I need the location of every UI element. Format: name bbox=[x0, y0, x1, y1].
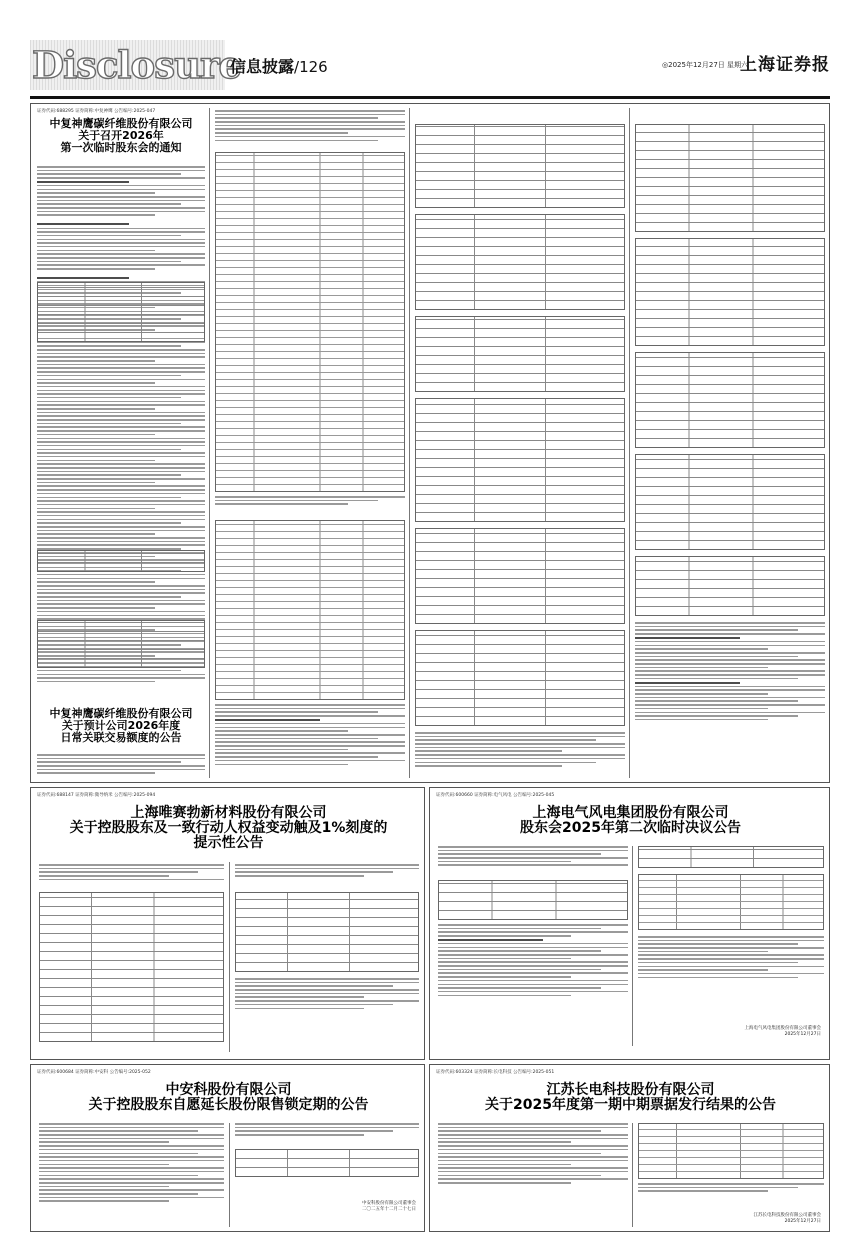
proxy-table bbox=[37, 620, 205, 668]
stock-code-line: 证券代码:688295 证券简称:中复神鹰 公告编号:2025-047 bbox=[37, 109, 156, 114]
lockup-table bbox=[235, 1149, 419, 1177]
stock-code-line: 证券代码:600660 证券简称:电气风电 公告编号:2025-045 bbox=[436, 793, 555, 798]
agenda-table bbox=[37, 282, 205, 342]
registration-table bbox=[37, 550, 205, 572]
shareholding-table bbox=[235, 892, 419, 972]
related-party-profile-table-8 bbox=[635, 238, 825, 346]
signature-block: 上海电气风电集团股份有限公司董事会 2025年12月27日 bbox=[744, 1026, 821, 1038]
column2-body-text bbox=[215, 704, 405, 780]
header-rule bbox=[30, 96, 830, 99]
column-divider bbox=[229, 862, 230, 1052]
column3-body-text bbox=[415, 732, 625, 780]
related-party-profile-table-1 bbox=[415, 124, 625, 208]
related-party-profile-table-6 bbox=[415, 630, 625, 726]
column-divider bbox=[632, 1123, 633, 1227]
announcement-body-text bbox=[438, 1123, 628, 1227]
voting-table-1 bbox=[638, 846, 824, 868]
section-title bbox=[230, 54, 328, 77]
related-party-profile-table-10 bbox=[635, 454, 825, 550]
note-issuance-table bbox=[638, 1123, 824, 1179]
notice-body-text bbox=[37, 166, 205, 686]
signature-block: 中安科股份有限公司董事会 二〇二五年十二月二十七日 bbox=[362, 1201, 416, 1213]
related-party-list-table bbox=[635, 556, 825, 616]
column-divider bbox=[629, 108, 630, 778]
meeting-body-text bbox=[438, 846, 628, 876]
announcement-body-text bbox=[39, 864, 224, 888]
table-notes bbox=[215, 496, 405, 516]
related-party-profile-table-5 bbox=[415, 528, 625, 624]
announcement-notes-text bbox=[235, 978, 419, 1038]
announcement-title: 江苏长电科技股份有限公司 关于2025年度第一期中期票据发行结果的公告 bbox=[485, 1082, 776, 1114]
announcement-title: 上海唯赛勃新材料股份有限公司 关于控股股东及一致行动人权益变动触及1%刻度的 提示性公告 bbox=[69, 805, 388, 852]
column4-body-text bbox=[635, 622, 825, 742]
disclosure-banner bbox=[30, 40, 242, 90]
jcet-announcement-panel bbox=[429, 1064, 830, 1232]
related-transactions-table bbox=[215, 152, 405, 492]
attendance-table bbox=[438, 880, 628, 920]
shanghai-electric-wind-panel bbox=[429, 787, 830, 1060]
weisaibo-announcement-panel bbox=[30, 787, 425, 1060]
issue-date: ◎2025年12月27日 星期六 bbox=[662, 61, 748, 69]
related-party-profile-table-9 bbox=[635, 352, 825, 448]
notice-title-agm: 中复神鹰碳纤维股份有限公司 关于召开2026年 第一次临时股东会的通知 bbox=[49, 117, 193, 154]
resolution-body-text bbox=[438, 924, 628, 1044]
column-divider bbox=[632, 846, 633, 1046]
zhongan-announcement-panel bbox=[30, 1064, 425, 1232]
announcement-body-text-2 bbox=[235, 864, 419, 888]
section-name: 信息披露 bbox=[230, 57, 295, 76]
main-announcement-panel bbox=[30, 103, 830, 783]
announcement-notes-text bbox=[638, 1183, 824, 1201]
page-header bbox=[30, 40, 830, 90]
column2-intro-text bbox=[215, 110, 405, 150]
banner-text: Disclosure bbox=[32, 43, 242, 87]
related-party-profile-table-4 bbox=[415, 398, 625, 522]
related-party-profile-table-2 bbox=[415, 214, 625, 310]
lawyer-opinion-text bbox=[638, 936, 824, 1006]
notice-title-related-party: 中复神鹰碳纤维股份有限公司 关于预计公司2026年度 日常关联交易额度的公告 bbox=[49, 707, 193, 744]
related-party-profile-table-3 bbox=[415, 316, 625, 392]
column-divider bbox=[229, 1123, 230, 1227]
announcement-body-text bbox=[39, 1123, 224, 1227]
signature-block: 江苏长电科技股份有限公司董事会 2025年12月27日 bbox=[753, 1213, 821, 1225]
announcement-title: 中安科股份有限公司 关于控股股东自愿延长股份限售锁定期的公告 bbox=[88, 1082, 369, 1114]
notice2-body-text bbox=[37, 754, 205, 782]
newspaper-brand: 上海证券报 bbox=[740, 55, 830, 75]
announcement-body-text-2 bbox=[235, 1123, 419, 1145]
stock-code-line: 证券代码:600684 证券简称:中安科 公告编号:2025-052 bbox=[37, 1070, 151, 1075]
stock-code-line: 证券代码:688147 证券简称:微导纳米 公告编号:2025-094 bbox=[37, 793, 156, 798]
announcement-title: 上海电气风电集团股份有限公司 股东会2025年第二次临时决议公告 bbox=[520, 805, 741, 837]
voting-table-2 bbox=[638, 874, 824, 930]
column-divider bbox=[209, 108, 210, 778]
stock-code-line: 证券代码:603324 证券简称:长电科技 公告编号:2025-051 bbox=[436, 1070, 555, 1075]
equity-change-table bbox=[39, 892, 224, 1042]
column-divider bbox=[409, 108, 410, 778]
prior-year-transactions-table bbox=[215, 520, 405, 700]
page-number: /126 bbox=[294, 58, 328, 76]
related-party-profile-table-7 bbox=[635, 124, 825, 232]
